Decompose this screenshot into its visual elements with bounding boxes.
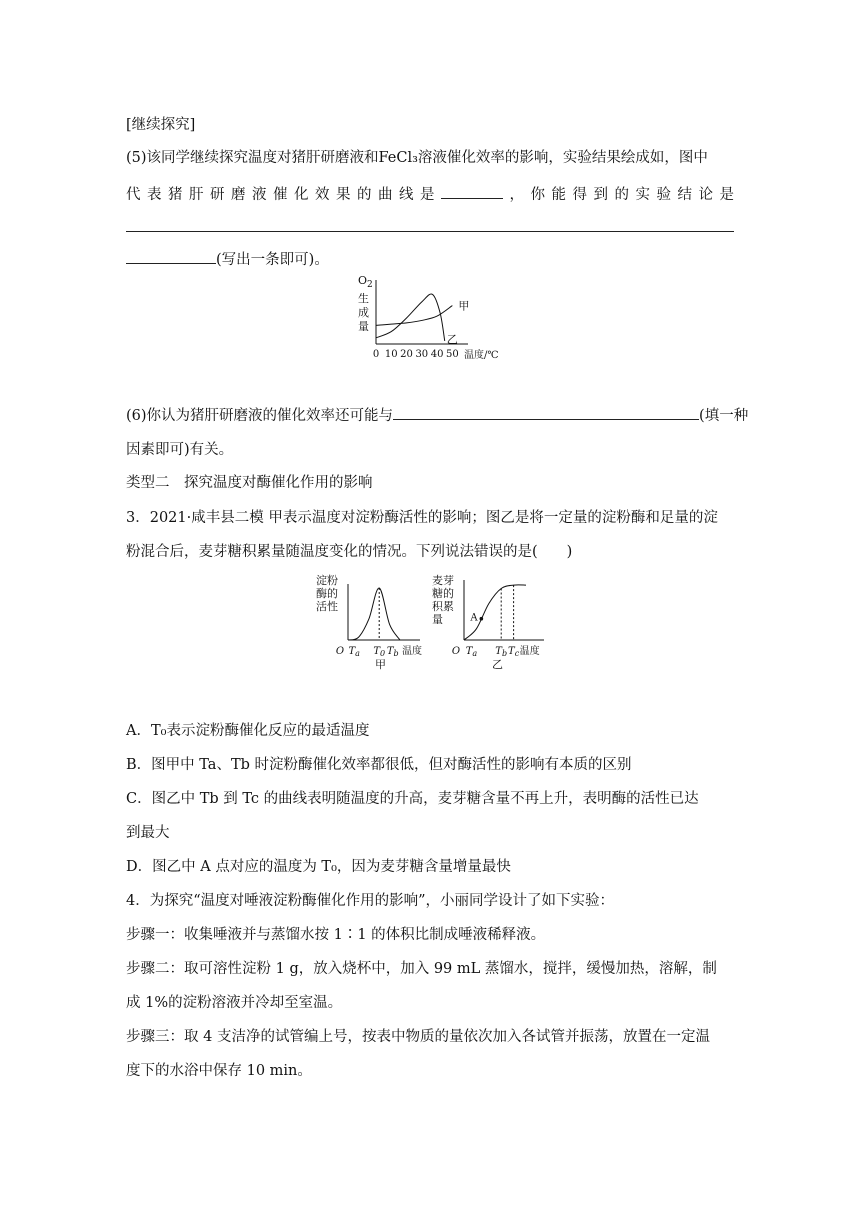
chart2-ylabel — [316, 573, 338, 613]
x-tick-label: O — [335, 646, 345, 657]
o2-temperature-chart — [350, 270, 510, 370]
x-tick-label: 50 — [445, 349, 459, 360]
figure-label-yi: 乙 — [492, 658, 503, 671]
option-d: D．图乙中 A 点对应的温度为 T₀，因为麦芽糖含量增量最快 — [126, 859, 511, 875]
x-tick-label: 40 — [430, 349, 444, 360]
point-a-label: A — [470, 612, 478, 624]
chart1-ylabel — [358, 274, 373, 333]
q6-line1-a: (6)你认为猪肝研磨液的催化效率还可能与 — [126, 408, 394, 424]
point-a — [480, 617, 484, 621]
q4-step2-line2: 成 1%的淀粉溶液并冷却至室温。 — [126, 995, 343, 1011]
q4-step3-line1: 步骤三：取 4 支洁净的试管编上号，按表中物质的量依次加入各试管并振荡，放置在一定温 — [126, 1029, 710, 1045]
q4-step1: 步骤一：收集唾液并与蒸馏水按 1∶1 的体积比制成唾液稀释液。 — [126, 927, 546, 943]
ylabel-line-3: 活性 — [316, 600, 338, 613]
q4-step3-line2: 度下的水浴中保存 10 min。 — [126, 1063, 312, 1079]
answer-blank — [393, 405, 699, 420]
series-label-jia: 甲 — [458, 299, 470, 313]
chart3-ylabel — [432, 573, 454, 626]
option-a: A．T₀表示淀粉酶催化反应的最适温度 — [126, 723, 370, 739]
answer-line — [126, 231, 734, 232]
x-axis-label: 温度 — [402, 646, 422, 657]
x-axis-label: 温度 — [519, 646, 540, 657]
x-tick-label: $T_b$ — [386, 646, 399, 658]
ylabel-char-1: 生 — [358, 292, 369, 305]
figure-label-jia: 甲 — [375, 658, 386, 671]
x-tick-label: $T_a$ — [465, 646, 478, 658]
q5-line2 — [126, 184, 734, 205]
ylabel-line-2: 酶的 — [316, 587, 338, 600]
ylabel-line-1: 麦芽 — [432, 574, 454, 587]
x-axis-label: 温度/℃ — [464, 350, 499, 361]
x-tick-label: 10 — [384, 349, 398, 360]
x-tick-label: $T_b$ — [495, 646, 508, 658]
q6-line2: 因素即可)有关。 — [126, 442, 234, 458]
ylabel-line-1: 淀粉 — [316, 574, 338, 587]
q3-line1: 3．2021·咸丰县二模 甲表示温度对淀粉酶活性的影响；图乙是将一定量的淀粉酶和足量的淀 — [126, 510, 718, 526]
ylabel-char-3: 量 — [358, 320, 369, 333]
x-tick-label: 0 — [372, 349, 380, 360]
series-label-yi: 乙 — [446, 332, 458, 346]
q4-step2-line1: 步骤二：取可溶性淀粉 1 g，放入烧杯中，加入 99 mL 蒸馏水，搅拌，缓慢加热，溶解，制 — [126, 961, 717, 977]
q4-line1: 4．为探究“温度对唾液淀粉酶催化作用的影响”，小丽同学设计了如下实验： — [126, 893, 615, 909]
answer-blank — [126, 249, 216, 264]
ylabel-char-2: 成 — [358, 306, 369, 319]
option-b: B．图甲中 Ta、Tb 时淀粉酶催化效率都很低，但对酶活性的影响有本质的区别 — [126, 757, 632, 773]
q5-line1: (5)该同学继续探究温度对猪肝研磨液和FeCl₃溶液催化效率的影响，实验结果绘成如，图中 — [126, 150, 708, 166]
q5-line4 — [126, 249, 329, 270]
option-c-line1: C．图乙中 Tb 到 Tc 的曲线表明随温度的升高，麦芽糖含量不再上升，表明酶的活性已达 — [126, 791, 699, 807]
answer-blank — [441, 184, 503, 199]
q6-line1 — [126, 405, 748, 426]
x-tick-label: $T_a$ — [348, 646, 360, 658]
q5-line4-tail: (写出一条即可)。 — [216, 252, 329, 268]
maltose-accumulation-chart — [430, 572, 560, 672]
q5-line2-a: 代表猪肝研磨液催化效果的曲线是 — [126, 187, 441, 203]
x-tick-label: 30 — [415, 349, 429, 360]
activity-curve — [348, 588, 400, 640]
x-tick-label: $T_c$ — [508, 646, 520, 658]
ylabel-line-4: 量 — [432, 613, 443, 626]
ylabel-line-2: 糖的 — [432, 587, 454, 600]
section-title: [继续探究] — [126, 117, 196, 133]
q3-line2: 粉混合后，麦芽糖积累量随温度变化的情况。下列说法错误的是( ) — [126, 544, 573, 560]
option-c-line2: 到最大 — [126, 825, 170, 841]
o2-label: $O_2$ — [358, 274, 373, 290]
q6-line1-b: (填一种 — [699, 408, 749, 424]
enzyme-activity-chart — [310, 572, 430, 672]
ylabel-line-3: 积累 — [432, 600, 454, 613]
q5-line2-b: ，你能得到的实验结论是 — [503, 187, 734, 203]
type2-heading: 类型二 探究温度对酶催化作用的影响 — [126, 475, 373, 491]
x-tick-label: 20 — [400, 349, 413, 360]
x-tick-label: O — [451, 646, 461, 657]
x-tick-label: $T_0$ — [373, 646, 386, 658]
